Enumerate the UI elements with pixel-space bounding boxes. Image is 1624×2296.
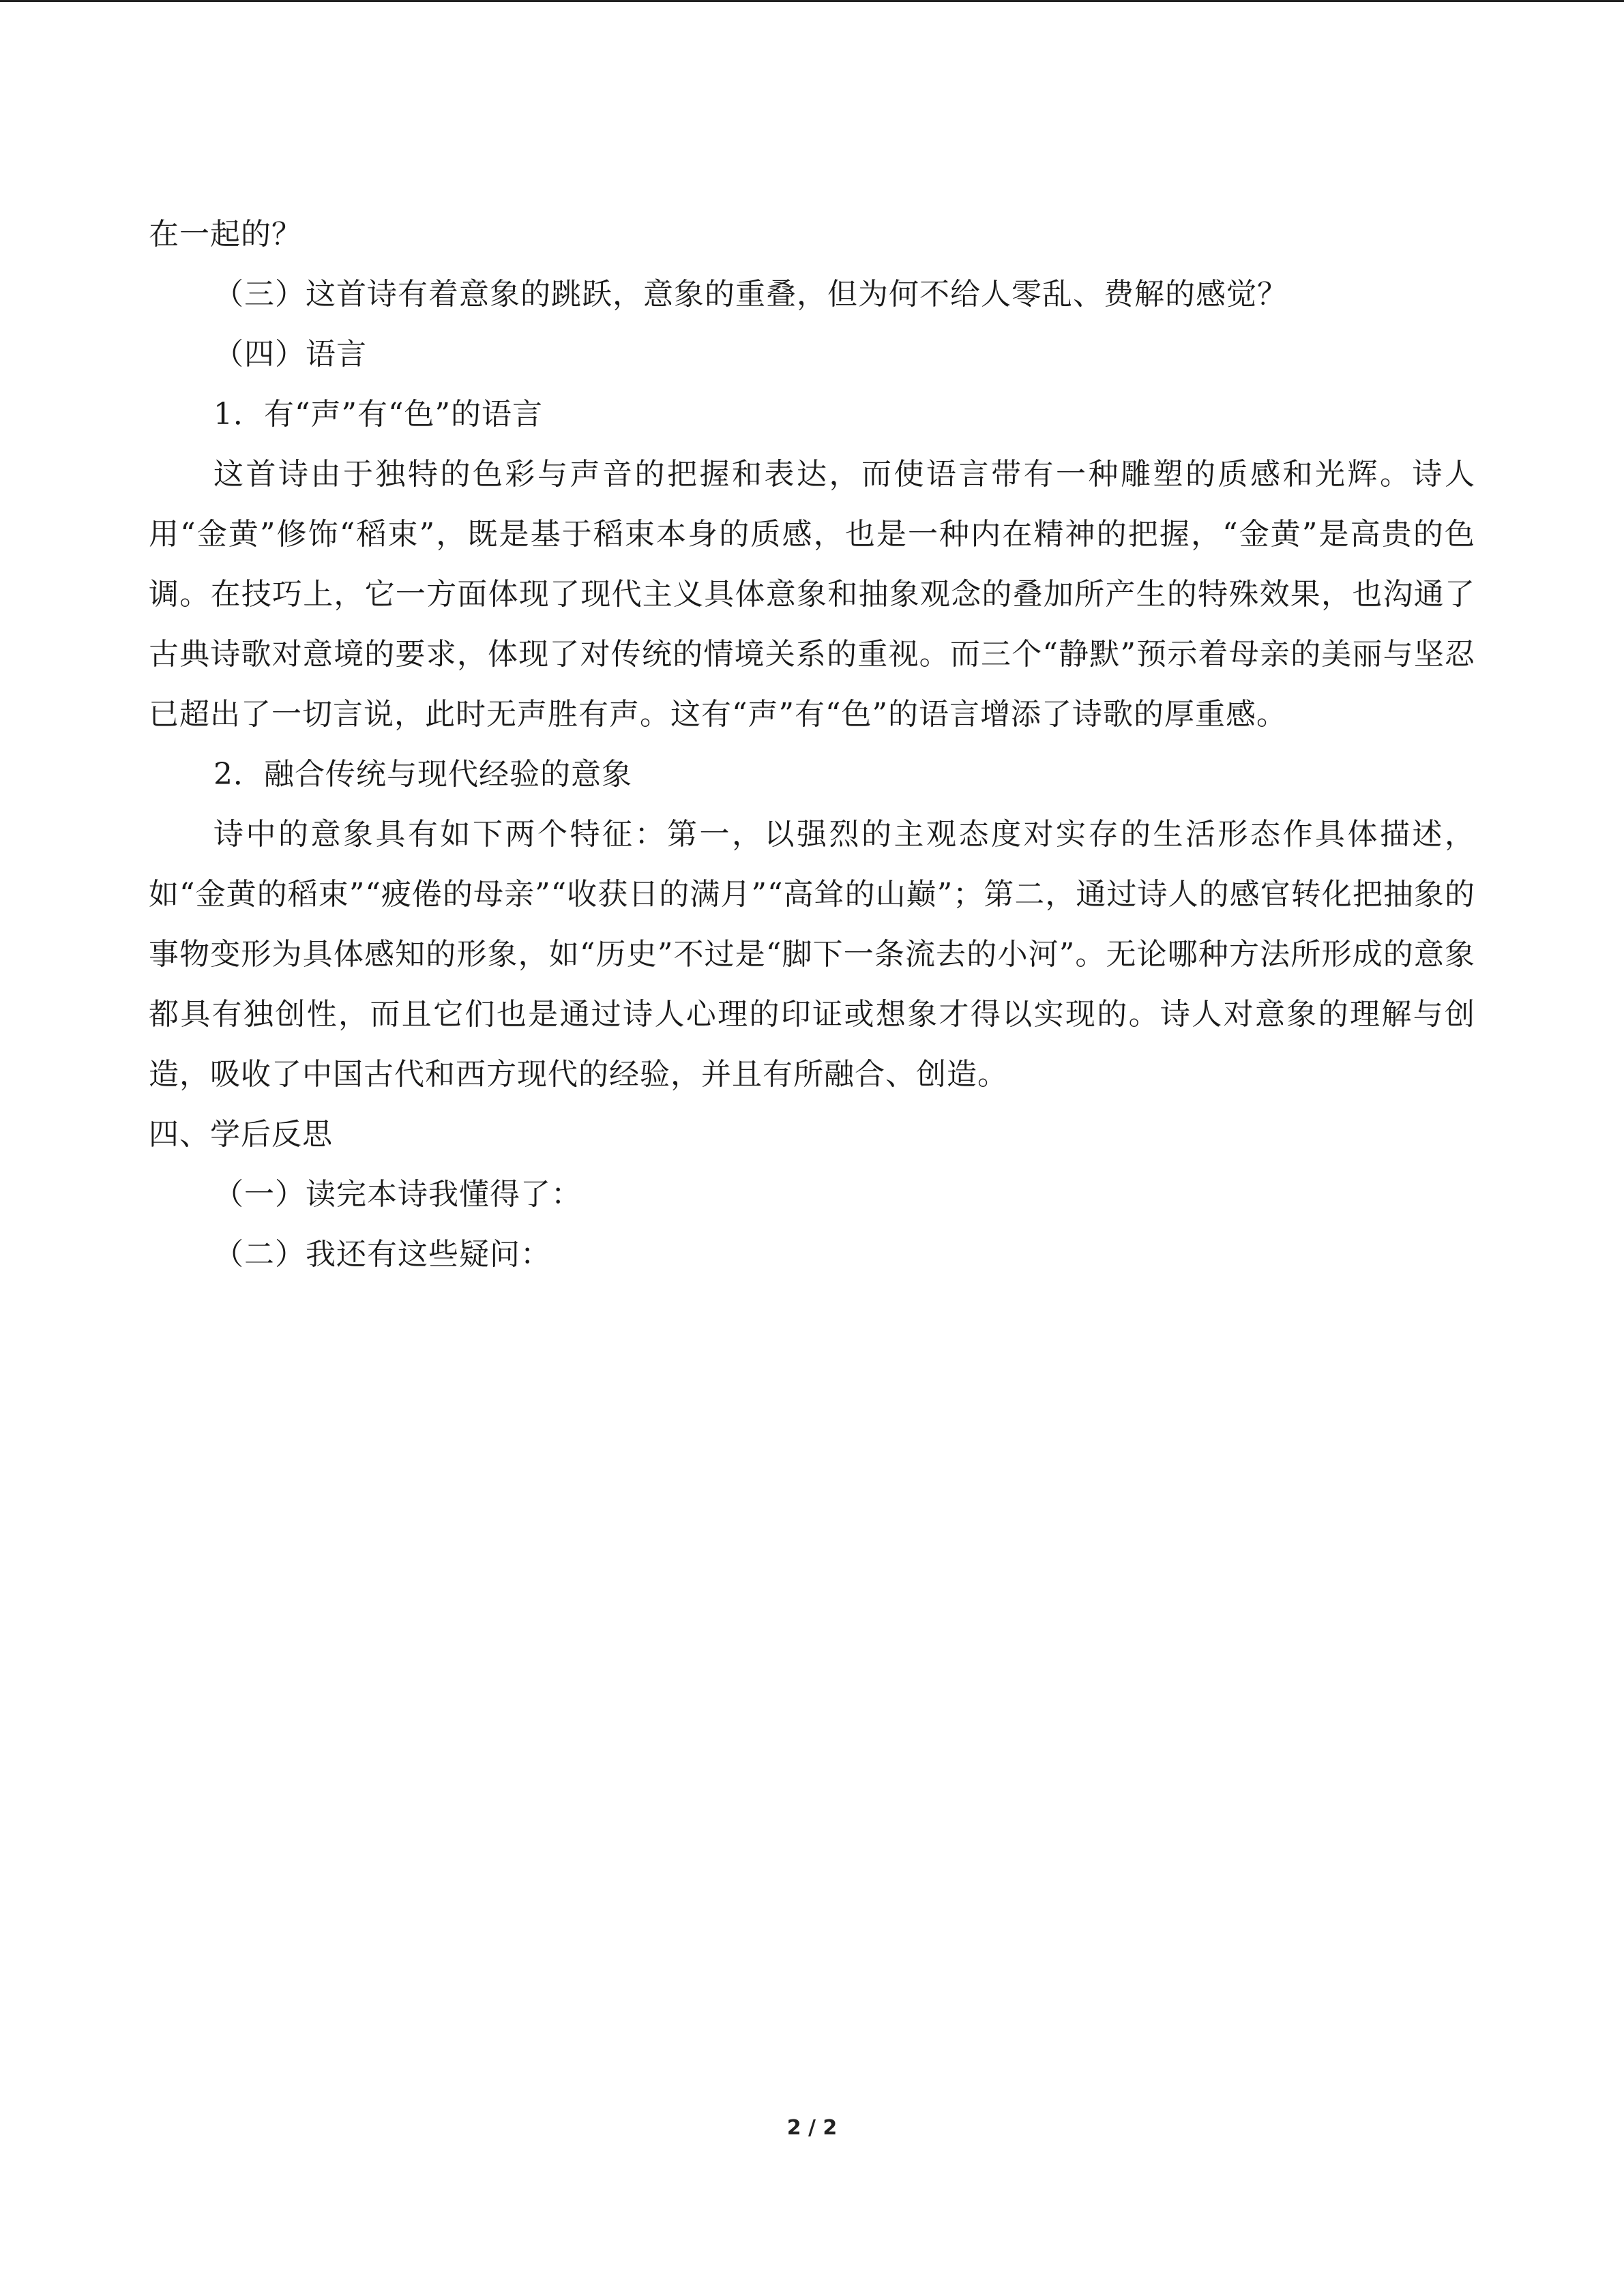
page-number: 2 / 2 [786, 2116, 838, 2140]
paragraph-imagery: 诗中的意象具有如下两个特征：第一，以强烈的主观态度对实存的生活形态作具体描述，如“金黄的稻束”“疲倦的母亲”“收获日的满月”“高耸的山巅”；第二，通过诗人的感官转化把抽象的事物变形为具体感知的形象，如“历史”不过是“脚下一条流去的小河”。无论哪种方法所形成的意象都具有独创性，而且它们也是通过诗人心理的印证或想象才得以实现的。诗人对意象的理解与创造，吸收了中国古代和西方现代的经验，并且有所融合、创造。 [149, 817, 1475, 1092]
section-reflection-heading: 四、学后反思 [149, 1117, 333, 1152]
continued-line: 在一起的？ [149, 217, 302, 252]
question-three: （三）这首诗有着意象的跳跃，意象的重叠，但为何不给人零乱、费解的感觉？ [213, 277, 1288, 312]
document-body [149, 205, 1475, 1285]
subheading-language: （四）语言 [213, 337, 367, 372]
page-top-border [0, 0, 1624, 2]
paragraph-sound-color: 这首诗由于独特的色彩与声音的把握和表达，而使语言带有一种雕塑的质感和光辉。诗人用“金黄”修饰“稻束”，既是基于稻束本身的质感，也是一种内在精神的把握，“金黄”是高贵的色调。在技巧上，它一方面体现了现代主义具体意象和抽象观念的叠加所产生的特殊效果，也沟通了古典诗歌对意境的要求，体现了对传统的情境关系的重视。而三个“静默”预示着母亲的美丽与坚忍已超出了一切言说，此时无声胜有声。这有“声”有“色”的语言增添了诗歌的厚重感。 [149, 457, 1475, 732]
subheading-imagery: 2．融合传统与现代经验的意象 [213, 757, 632, 792]
subheading-sound-color: 1．有“声”有“色”的语言 [213, 397, 543, 432]
reflection-question-one: （一）读完本诗我懂得了： [213, 1177, 582, 1212]
reflection-question-two: （二）我还有这些疑问： [213, 1237, 551, 1272]
